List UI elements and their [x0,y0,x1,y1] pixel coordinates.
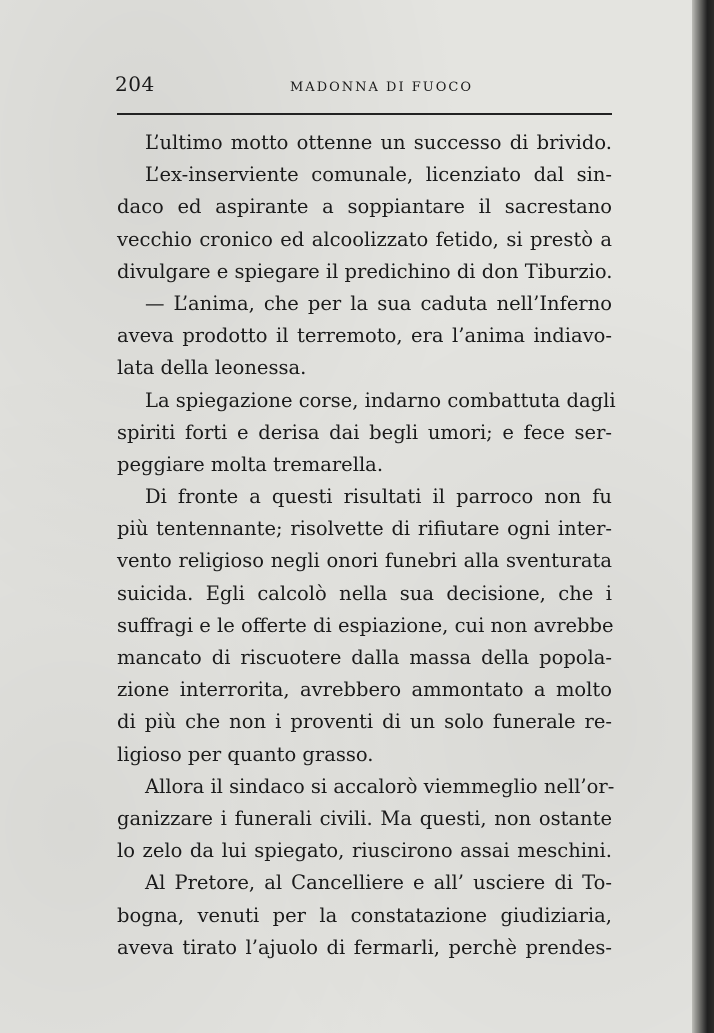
text-line: L’ultimo motto ottenne un successo di brivido. [145,131,612,154]
text-line: lata della leonessa. [117,356,307,380]
text-line: spiriti forti e derisa dai begli umori; e fece ser- [117,420,612,444]
text-line: peggiare molta tremarella. [117,452,384,476]
text-line: vecchio cronico ed alcoolizzato fetido, si prestò a [117,227,612,251]
text-line: aveva tirato l’ajuolo di fermarli, perchè prendes- [117,935,612,959]
text-line: ganizzare i funerali civili. Ma questi, non ostante [117,806,612,830]
text-line: zione interrorita, avrebbero ammontato a molto [117,678,612,702]
text-line: Di fronte a questi risultati il parroco non fu [145,485,612,509]
text-line: L’ex-inserviente comunale, licenziato dal sin- [145,163,612,187]
text-line: Allora il sindaco si accalorò viemmeglio nell’or- [145,774,615,798]
page-number: 204 [115,72,155,96]
text-line: aveva prodotto il terremoto, era l’anima indiavo- [117,324,612,348]
text-line: di più che non i proventi di un solo funerale re- [117,710,612,734]
text-line: daco ed aspirante a soppiantare il sacrestano [117,195,612,219]
text-line: — L’anima, che per la sua caduta nell’Inferno [145,291,612,315]
body-text [117,127,616,964]
header-rule [117,113,612,115]
text-line: mancato di riscuotere dalla massa della popola- [117,646,612,669]
text-line: divulgare e spiegare il predichino di don Tiburzio. [117,259,613,283]
text-line: bogna, venuti per la constatazione giudiziaria, [117,903,612,927]
text-line: La spiegazione corse, indarno combattuta dagli [145,388,616,412]
text-line: suffragi e le offerte di espiazione, cui non avrebbe [117,613,614,637]
text-line: lo zelo da lui spiegato, riuscirono assai meschini. [117,839,612,863]
running-title: MADONNA DI FUOCO [290,80,473,95]
text-line: Al Pretore, al Cancelliere e all’ usciere di To- [145,871,612,895]
text-line: suicida. Egli calcolò nella sua decisione, che i [117,581,612,605]
text-line: vento religioso negli onori funebri alla sventurata [117,549,612,573]
text-line: più tentennante; risolvette di rifiutare ogni inter- [117,517,612,541]
text-line: ligioso per quanto grasso. [117,742,374,766]
book-spine-shadow [692,0,714,1033]
